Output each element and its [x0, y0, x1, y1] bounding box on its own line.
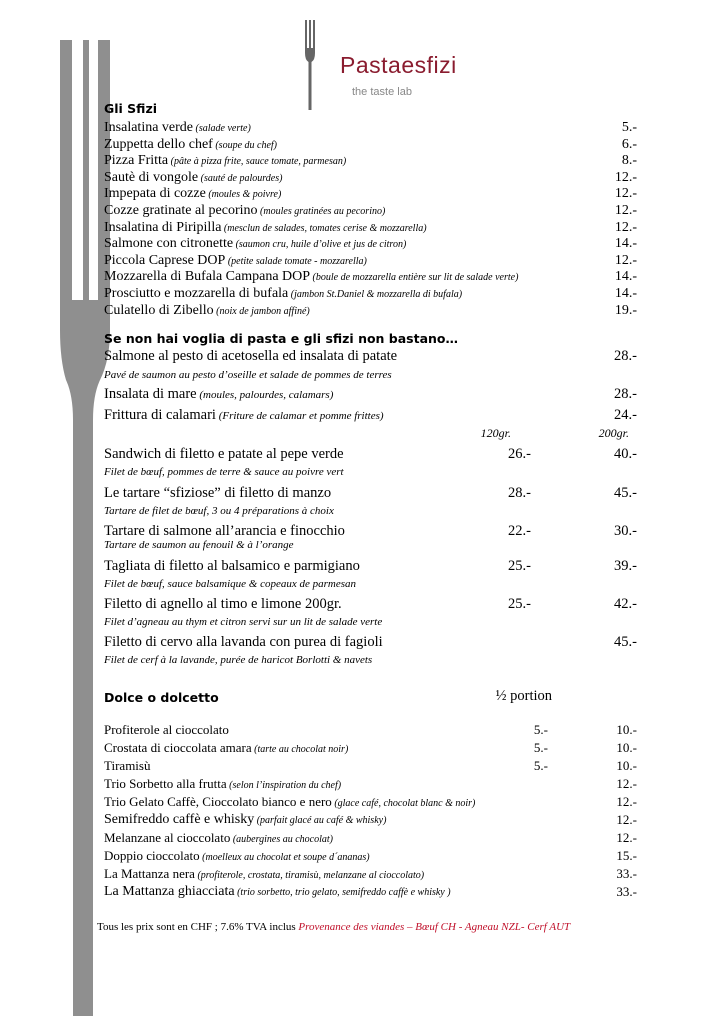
item-description: (mesclun de salades, tomates cerise & mozzarella): [221, 222, 427, 234]
item-description: (moules, palourdes, calamars): [196, 389, 334, 401]
menu-item: [104, 303, 310, 319]
section-heading-dolce: Dolce o dolcetto: [104, 690, 219, 705]
item-description: (selon l’inspiration du chef): [226, 780, 342, 791]
menu-item: [104, 220, 427, 236]
item-description: (parfait glacé au café & whisky): [254, 815, 387, 826]
menu-item: [104, 236, 406, 252]
item-description: Filet de cerf à la lavande, purée de haricot Borlotti & navets: [104, 654, 373, 666]
item-name: Piccola Caprese DOP: [104, 252, 226, 268]
item-description: (moules gratinées au pecorino): [257, 206, 386, 217]
item-name: Tartare di salmone all’arancia e finocchio: [104, 523, 345, 539]
item-name: Semifreddo caffè e whisky: [104, 812, 255, 827]
item-name: Filetto di cervo alla lavanda con purea di fagioli: [104, 634, 383, 650]
item-price: 10.-: [616, 722, 637, 737]
item-description: (petite salade tomate - mozzarella): [225, 255, 367, 267]
item-price: 12.-: [614, 203, 637, 218]
menu-item: [104, 348, 397, 365]
item-price: 8.-: [621, 153, 637, 169]
item-price: 25.-: [508, 596, 531, 612]
item-price: 28.-: [614, 386, 637, 402]
item-price: 10.-: [616, 740, 637, 755]
menu-item: [104, 794, 475, 810]
menu-item: [104, 596, 342, 613]
item-price: 5.-: [533, 740, 548, 755]
item-description: (tarte au chocolat noir): [251, 744, 349, 755]
menu-item: [104, 137, 277, 153]
footer-prices: Tous les prix sont en CHF ; 7.6% TVA inclus: [97, 921, 296, 933]
item-name: Trio Gelato Caffè, Cioccolato bianco e nero: [104, 794, 332, 809]
item-description: Filet de bœuf, pommes de terre & sauce au poivre vert: [104, 466, 344, 478]
item-name: Filetto di agnello al timo e limone 200gr.: [104, 596, 342, 612]
item-price: 45.-: [614, 485, 637, 501]
item-price: 14.-: [614, 236, 637, 252]
item-name: Mozzarella di Bufala Campana DOP: [104, 269, 311, 285]
menu-item: [104, 253, 367, 269]
menu-item: [104, 269, 518, 285]
item-price: 25.-: [508, 558, 531, 574]
item-price: 39.-: [614, 558, 637, 574]
item-name: Sandwich di filetto e patate al pepe verde: [104, 446, 344, 462]
menu-item: [104, 884, 451, 900]
item-name: Trio Sorbetto alla frutta: [104, 776, 227, 791]
item-name: Le tartare “sfiziose” di filetto di manzo: [104, 485, 332, 501]
item-price: 14.-: [614, 286, 637, 301]
item-price: 24.-: [614, 407, 637, 423]
menu-item: [104, 407, 384, 424]
item-price: 12.-: [614, 169, 637, 185]
menu-item: [104, 776, 341, 792]
item-name: Zuppetta dello chef: [104, 136, 213, 152]
item-price: 12.-: [614, 219, 637, 235]
item-price: 5.-: [533, 722, 548, 737]
item-name: Melanzane al cioccolato: [104, 830, 231, 845]
item-price: 12.-: [616, 830, 637, 845]
menu-item: [104, 153, 346, 169]
item-description: (pâte à pizza frite, sauce tomate, parmesan): [168, 156, 347, 168]
item-name: Insalatina di Piripilla: [104, 219, 222, 235]
item-name: Crostata di cioccolata amara: [104, 740, 252, 755]
menu-item: [104, 170, 282, 186]
item-description: (noix de jambon affiné): [213, 305, 310, 317]
menu-item: [104, 740, 348, 756]
item-price: 42.-: [614, 596, 637, 612]
menu-item: [104, 186, 281, 202]
item-description: (saumon cru, huile d’olive et jus de citron): [233, 239, 407, 251]
item-price: 10.-: [616, 758, 637, 773]
item-description: (aubergines au chocolat): [230, 834, 333, 845]
item-description: Tartare de filet de bœuf, 3 ou 4 préparations à choix: [104, 505, 334, 517]
menu-item: [104, 446, 344, 463]
footer-note: [97, 921, 570, 933]
menu-item: [104, 203, 385, 219]
item-name: Tagliata di filetto al balsamico e parmigiano: [104, 558, 360, 574]
item-name: Tiramisù: [104, 758, 151, 773]
item-price: 33.-: [616, 866, 637, 881]
menu-item: [104, 848, 370, 864]
section-heading-sfizi: Gli Sfizi: [104, 101, 158, 116]
item-name: Profiterole al cioccolato: [104, 722, 229, 737]
menu-item: [104, 812, 386, 828]
item-price: 12.-: [616, 776, 637, 791]
footer-meat-origin: Provenance des viandes – Bœuf CH - Agneau NZL- Cerf AUT: [298, 921, 571, 933]
item-name: Salmone con citronette: [104, 236, 234, 252]
menu-item: [104, 120, 251, 136]
item-price: 5.-: [533, 758, 548, 773]
menu-item: [104, 758, 150, 774]
menu-item: [104, 485, 331, 502]
item-description: (profiterole, crostata, tiramisù, melanzane al cioccolato): [194, 870, 425, 881]
item-price: 12.-: [616, 794, 637, 809]
item-description: (glace café, chocolat blanc & noir): [331, 798, 476, 809]
item-name: Sautè di vongole: [104, 169, 199, 185]
item-description: (Friture de calamar et pomme frittes): [215, 410, 384, 422]
item-price: 22.-: [508, 523, 531, 539]
section-heading-pasta: Se non hai voglia di pasta e gli sfizi non bastano…: [104, 331, 459, 346]
item-name: Pizza Fritta: [104, 153, 169, 169]
item-price: 19.-: [614, 302, 637, 318]
half-portion-label: ½ portion: [495, 688, 552, 704]
item-description: Tartare de saumon au fenouil & à l’orange: [104, 539, 294, 551]
menu-item: [104, 634, 383, 651]
item-description: (salade verte): [193, 123, 251, 134]
item-price: 6.-: [621, 136, 637, 152]
item-price: 5.-: [621, 120, 637, 135]
menu-item: [104, 558, 360, 575]
menu-item: [104, 722, 229, 738]
menu-item: [104, 523, 345, 540]
item-description: (soupe du chef): [212, 139, 277, 151]
item-price: 40.-: [614, 446, 637, 462]
item-name: Cozze gratinate al pecorino: [104, 203, 258, 218]
logo-tagline: the taste lab: [352, 86, 412, 98]
item-description: (moules & poivre): [205, 189, 282, 201]
item-price: 14.-: [614, 269, 637, 285]
item-price: 12.-: [614, 186, 637, 202]
item-price: 15.-: [616, 848, 637, 863]
item-price: 33.-: [616, 884, 637, 899]
portion-label-large: 200gr.: [598, 426, 629, 440]
portion-label-small: 120gr.: [480, 426, 511, 440]
item-description: Filet d’agneau au thym et citron servi sur un lit de salade verte: [104, 616, 383, 628]
item-name: Prosciutto e mozzarella di bufala: [104, 286, 289, 301]
item-description: Pavé de saumon au pesto d’oseille et salade de pommes de terres: [104, 369, 392, 381]
item-description: (boule de mozzarella entière sur lit de salade verte): [310, 272, 519, 284]
item-description: (jambon St.Daniel & mozzarella di bufala): [288, 289, 463, 300]
item-name: La Mattanza nera: [104, 866, 195, 881]
item-name: Doppio cioccolato: [104, 848, 200, 863]
item-price: 28.-: [508, 485, 531, 501]
menu-item: [104, 830, 333, 846]
item-price: 45.-: [614, 634, 637, 650]
item-description: (trio sorbetto, trio gelato, semifreddo caffè e whisky ): [234, 887, 451, 898]
menu-item: [104, 866, 424, 882]
item-price: 12.-: [616, 812, 637, 827]
item-name: Culatello di Zibello: [104, 302, 214, 318]
item-name: La Mattanza ghiacciata: [104, 884, 235, 899]
item-name: Insalatina verde: [104, 120, 194, 135]
item-price: 12.-: [614, 252, 637, 268]
item-description: Filet de bœuf, sauce balsamique & copeaux de parmesan: [104, 578, 357, 590]
menu-item: [104, 286, 462, 302]
item-name: Salmone al pesto di acetosella ed insalata di patate: [104, 348, 398, 364]
item-name: Insalata di mare: [104, 386, 197, 402]
item-description: (moelleux au chocolat et soupe d´ananas): [199, 852, 370, 863]
item-price: 26.-: [508, 446, 531, 462]
item-price: 28.-: [614, 348, 637, 364]
item-name: Frittura di calamari: [104, 407, 216, 423]
item-name: Impepata di cozze: [104, 186, 206, 202]
menu-item: [104, 386, 333, 403]
logo-name: Pastaesfizi: [340, 52, 457, 78]
item-price: 30.-: [614, 523, 637, 539]
item-description: (sauté de palourdes): [198, 172, 283, 184]
